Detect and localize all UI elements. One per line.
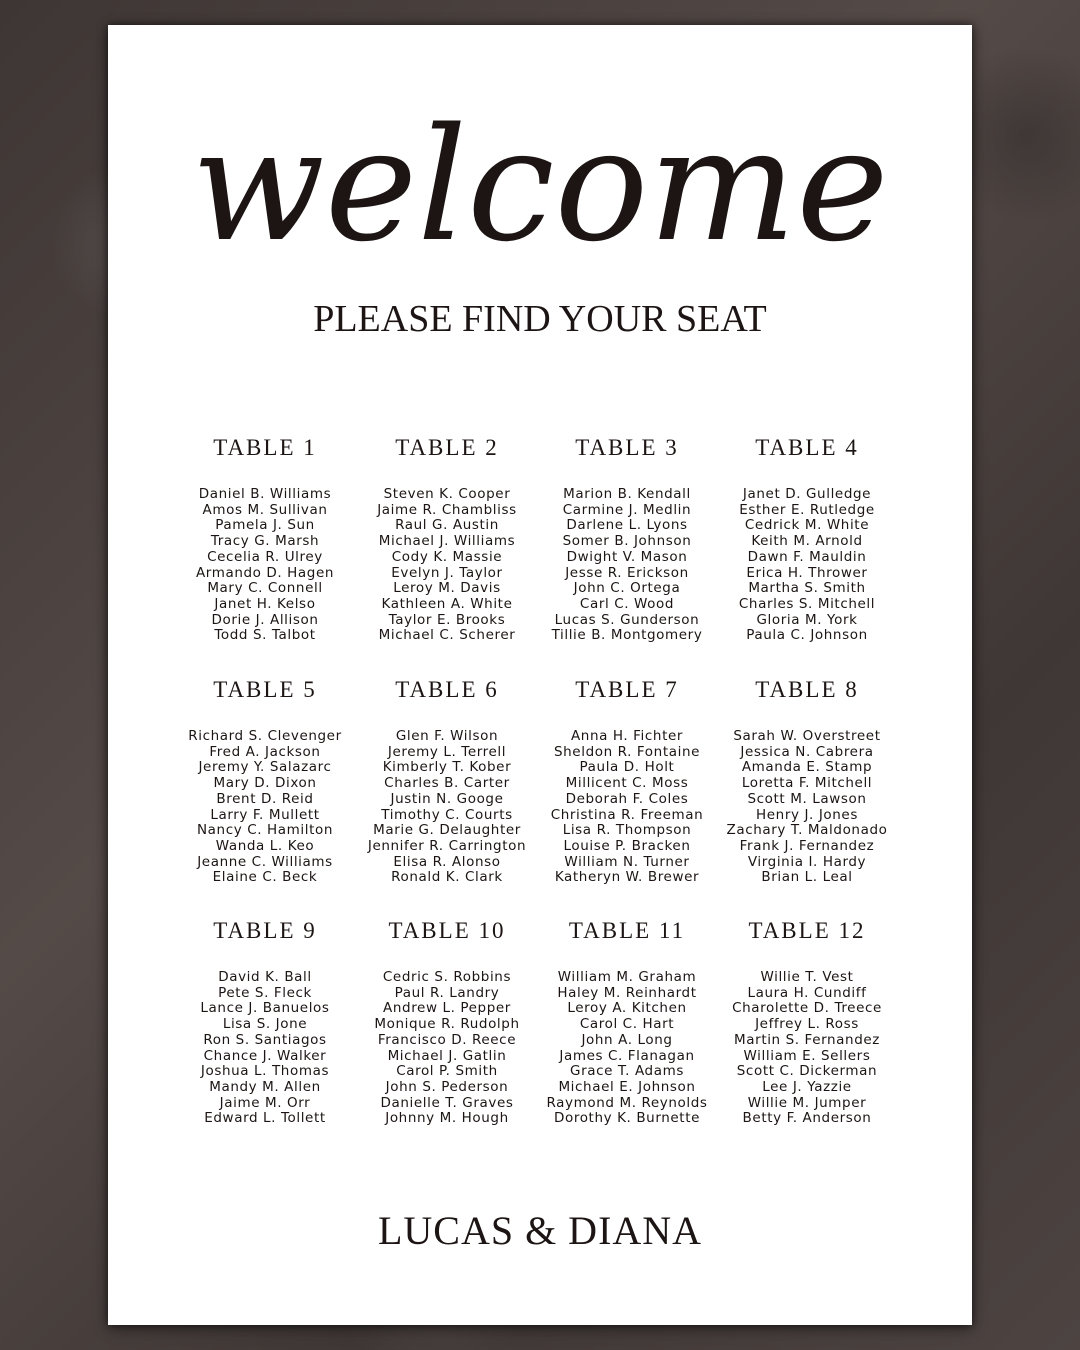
guest-name: David K. Ball xyxy=(218,969,312,985)
guest-name: Louise P. Bracken xyxy=(563,837,691,854)
guest-name: William N. Turner xyxy=(564,853,690,870)
guest-name: Dorie J. Allison xyxy=(211,611,319,628)
table-block xyxy=(527,918,727,1127)
table-block xyxy=(527,435,727,644)
guest-name: Amanda E. Stamp xyxy=(741,759,873,776)
guest-name: Lisa R. Thompson xyxy=(562,822,692,839)
guest-name: Jeffrey L. Ross xyxy=(755,1016,859,1033)
guest-list xyxy=(707,729,907,886)
table-heading: TABLE 5 xyxy=(213,677,317,702)
guest-name: Edward L. Tollett xyxy=(204,1110,326,1127)
guest-name: Glen F. Wilson xyxy=(395,728,499,744)
guest-name: Francisco D. Reece xyxy=(377,1031,517,1048)
guest-name: Carol C. Hart xyxy=(579,1016,675,1033)
guest-name: Leroy M. Davis xyxy=(393,580,501,597)
guest-list xyxy=(165,729,365,886)
table-heading: TABLE 12 xyxy=(748,918,866,943)
guest-name: Lee J. Yazzie xyxy=(762,1078,852,1095)
table-heading: TABLE 8 xyxy=(755,677,859,702)
page-subtitle: PLEASE FIND YOUR SEAT xyxy=(313,298,767,340)
guest-name: Christina R. Freeman xyxy=(550,806,704,823)
guest-name: Laura H. Cundiff xyxy=(747,984,867,1001)
guest-name: Cody K. Massie xyxy=(391,548,503,565)
guest-name: Pete S. Fleck xyxy=(218,984,312,1001)
guest-name: Leroy A. Kitchen xyxy=(567,1000,687,1017)
guest-name: Danielle T. Graves xyxy=(380,1094,514,1111)
guest-name: Jennifer R. Carrington xyxy=(367,837,527,854)
table-heading: TABLE 9 xyxy=(213,918,317,943)
guest-name: William M. Graham xyxy=(557,969,697,985)
guest-name: Nancy C. Hamilton xyxy=(196,822,334,839)
guest-name: Cedrick M. White xyxy=(744,517,870,534)
guest-name: Elaine C. Beck xyxy=(212,869,318,886)
guest-name: Carl C. Wood xyxy=(579,595,675,612)
guest-name: Scott M. Lawson xyxy=(747,790,867,807)
guest-name: Armando D. Hagen xyxy=(195,564,335,581)
guest-list xyxy=(707,970,907,1127)
table-heading: TABLE 6 xyxy=(395,677,499,702)
guest-name: Willie T. Vest xyxy=(760,969,854,985)
guest-name: John A. Long xyxy=(581,1031,673,1048)
guest-name: Janet D. Gulledge xyxy=(742,486,872,502)
guest-name: Jeanne C. Williams xyxy=(197,853,333,870)
guest-name: Darlene L. Lyons xyxy=(566,517,688,534)
guest-name: Willie M. Jumper xyxy=(747,1094,867,1111)
guest-name: Todd S. Talbot xyxy=(214,627,316,644)
guest-name: Mary C. Connell xyxy=(207,580,323,597)
guest-name: Michael J. Gatlin xyxy=(387,1047,507,1064)
guest-name: William E. Sellers xyxy=(743,1047,871,1064)
guest-name: John C. Ortega xyxy=(573,580,681,597)
guest-name: Haley M. Reinhardt xyxy=(557,984,697,1001)
guest-list xyxy=(165,970,365,1127)
guest-name: Lisa S. Jone xyxy=(222,1016,308,1033)
guest-name: Charles B. Carter xyxy=(384,775,510,792)
guest-list xyxy=(707,487,907,644)
guest-name: Charolette D. Treece xyxy=(732,1000,882,1017)
guest-name: Betty F. Anderson xyxy=(742,1110,872,1127)
guest-name: Marie G. Delaughter xyxy=(373,822,521,839)
guest-name: Somer B. Johnson xyxy=(562,533,692,550)
guest-name: Lucas S. Gunderson xyxy=(554,611,700,628)
guest-name: Brent D. Reid xyxy=(216,790,314,807)
guest-name: Jeremy L. Terrell xyxy=(387,743,507,760)
guest-name: Justin N. Googe xyxy=(390,790,504,807)
guest-list xyxy=(165,487,365,644)
guest-name: Mandy M. Allen xyxy=(209,1078,321,1095)
guest-name: Tracy G. Marsh xyxy=(210,533,320,550)
guest-name: Dawn F. Mauldin xyxy=(747,548,867,565)
guest-name: Carol P. Smith xyxy=(396,1063,498,1080)
guest-name: Brian L. Leal xyxy=(761,869,853,886)
guest-name: Charles S. Mitchell xyxy=(738,595,876,612)
table-block xyxy=(347,918,547,1127)
guest-name: Monique R. Rudolph xyxy=(374,1016,520,1033)
guest-list xyxy=(347,487,547,644)
guest-name: Wanda L. Keo xyxy=(215,837,315,854)
guest-name: Raymond M. Reynolds xyxy=(546,1094,708,1111)
table-heading: TABLE 11 xyxy=(568,918,686,943)
guest-name: Martin S. Fernandez xyxy=(734,1031,880,1048)
guest-name: Cedric S. Robbins xyxy=(382,969,512,985)
guest-name: Scott C. Dickerman xyxy=(736,1063,878,1080)
guest-name: Johnny M. Hough xyxy=(385,1110,509,1127)
guest-name: Jeremy Y. Salazarc xyxy=(198,759,332,776)
guest-name: Deborah F. Coles xyxy=(565,790,689,807)
seating-chart-poster xyxy=(108,25,972,1325)
welcome-title: welcome xyxy=(191,94,889,276)
guest-name: Daniel B. Williams xyxy=(198,486,332,502)
table-block xyxy=(707,918,907,1127)
table-heading: TABLE 1 xyxy=(213,435,317,460)
guest-name: Ron S. Santiagos xyxy=(203,1031,327,1048)
guest-name: Paul R. Landry xyxy=(394,984,500,1001)
guest-name: John S. Pederson xyxy=(385,1078,509,1095)
guest-name: Fred A. Jackson xyxy=(209,743,321,760)
guest-name: Evelyn J. Taylor xyxy=(391,564,503,581)
guest-name: Sheldon R. Fontaine xyxy=(553,743,701,760)
table-block xyxy=(347,677,547,886)
guest-list xyxy=(527,487,727,644)
guest-name: Millicent C. Moss xyxy=(565,775,689,792)
table-block xyxy=(707,677,907,886)
guest-name: Taylor E. Brooks xyxy=(388,611,506,628)
guest-name: Gloria M. York xyxy=(756,611,858,628)
guest-name: Jessica N. Cabrera xyxy=(740,743,874,760)
guest-name: Katheryn W. Brewer xyxy=(554,869,700,886)
guest-name: Larry F. Mullett xyxy=(210,806,320,823)
guest-name: Steven K. Cooper xyxy=(383,486,511,502)
guest-name: Timothy C. Courts xyxy=(381,806,513,823)
guest-list xyxy=(527,729,727,886)
guest-name: Jaime M. Orr xyxy=(219,1094,311,1111)
guest-name: Janet H. Kelso xyxy=(214,595,316,612)
table-heading: TABLE 2 xyxy=(395,435,499,460)
guest-name: Joshua L. Thomas xyxy=(200,1063,330,1080)
guest-name: Frank J. Fernandez xyxy=(739,837,875,854)
guest-name: Grace T. Adams xyxy=(570,1063,684,1080)
guest-name: Tillie B. Montgomery xyxy=(551,627,703,644)
table-block xyxy=(165,435,365,644)
table-block xyxy=(165,677,365,886)
table-block xyxy=(165,918,365,1127)
guest-name: Chance J. Walker xyxy=(203,1047,327,1064)
guest-name: Michael E. Johnson xyxy=(558,1078,696,1095)
table-heading: TABLE 10 xyxy=(388,918,506,943)
guest-name: Ronald K. Clark xyxy=(391,869,503,886)
guest-name: Michael J. Williams xyxy=(378,533,516,550)
guest-name: Erica H. Thrower xyxy=(746,564,868,581)
guest-name: Richard S. Clevenger xyxy=(188,728,342,744)
guest-name: Kimberly T. Kober xyxy=(382,759,512,776)
guest-name: Amos M. Sullivan xyxy=(202,501,328,518)
guest-name: Pamela J. Sun xyxy=(215,517,315,534)
guest-name: Carmine J. Medlin xyxy=(562,501,692,518)
guest-name: Martha S. Smith xyxy=(748,580,866,597)
guest-name: Zachary T. Maldonado xyxy=(726,822,888,839)
table-heading: TABLE 7 xyxy=(575,677,679,702)
guest-name: James C. Flanagan xyxy=(559,1047,695,1064)
guest-name: Jesse R. Erickson xyxy=(565,564,689,581)
couple-names: LUCAS & DIANA xyxy=(377,1208,703,1253)
guest-name: Kathleen A. White xyxy=(381,595,513,612)
guest-name: Dwight V. Mason xyxy=(566,548,688,565)
guest-list xyxy=(347,970,547,1127)
guest-name: Virginia I. Hardy xyxy=(747,853,867,870)
guest-name: Lance J. Banuelos xyxy=(200,1000,330,1017)
guest-name: Sarah W. Overstreet xyxy=(733,728,881,744)
guest-name: Esther E. Rutledge xyxy=(739,501,875,518)
guest-name: Keith M. Arnold xyxy=(751,533,863,550)
guest-name: Anna H. Fichter xyxy=(570,728,684,744)
guest-name: Paula D. Holt xyxy=(579,759,675,776)
guest-name: Marion B. Kendall xyxy=(563,486,691,502)
guest-list xyxy=(347,729,547,886)
guest-name: Jaime R. Chambliss xyxy=(377,501,517,518)
guest-list xyxy=(527,970,727,1127)
guest-name: Loretta F. Mitchell xyxy=(741,775,873,792)
guest-name: Cecelia R. Ulrey xyxy=(207,548,323,565)
guest-name: Henry J. Jones xyxy=(756,806,858,823)
table-block xyxy=(347,435,547,644)
guest-name: Andrew L. Pepper xyxy=(383,1000,511,1017)
table-heading: TABLE 4 xyxy=(755,435,859,460)
guest-name: Elisa R. Alonso xyxy=(393,853,501,870)
guest-name: Michael C. Scherer xyxy=(378,627,516,644)
table-block xyxy=(527,677,727,886)
table-block xyxy=(707,435,907,644)
guest-name: Dorothy K. Burnette xyxy=(553,1110,701,1127)
guest-name: Mary D. Dixon xyxy=(213,775,317,792)
guest-name: Raul G. Austin xyxy=(395,517,499,534)
guest-name: Paula C. Johnson xyxy=(746,627,868,644)
table-heading: TABLE 3 xyxy=(575,435,679,460)
